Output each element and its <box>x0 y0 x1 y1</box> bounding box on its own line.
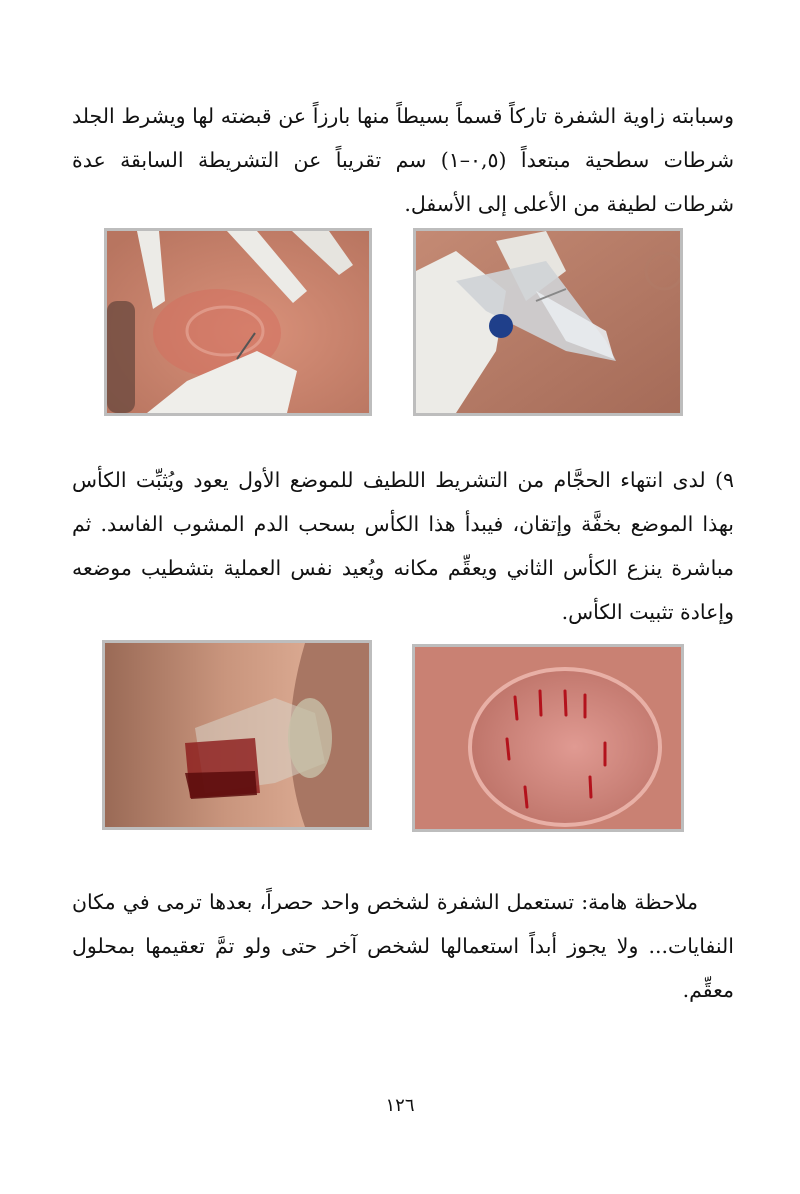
photo-scarifying-skin <box>104 228 372 416</box>
photo-opening-blade-package <box>413 228 683 416</box>
paragraph-important-note: ملاحظة هامة: تستعمل الشفرة لشخص واحد حصراً، بعدها ترمى في مكان النفايات... ولا يجوز أبداً استعمالها لشخص آخر حتى ولو تمَّ تعقيمها بمحلول معقِّم. <box>72 890 734 1002</box>
paragraph-step-9: ٩) لدى انتهاء الحجَّام من التشريط اللطيف للموضع الأول يعود ويُثبِّت الكأس بهذا الموضع بخفَّة وإتقان، فيبدأ هذا الكأس بسحب الدم المشوب الفاسد. ثم مباشرة ينزع الكأس الثاني ويعقِّم مكانه ويُعيد نفس العملية بتشطيب موضعه وإعادة تثبيت الكأس. <box>72 468 734 624</box>
photo-cup-with-blood <box>102 640 372 830</box>
page-number: ١٢٦ <box>385 1095 415 1116</box>
paragraph-blade-technique: وسبابته زاوية الشفرة تاركاً قسماً بسيطاً منها بارزاً عن قبضته لها ويشرط الجلد شرطات سطحية مبتعداً (٠,٥–١) سم تقريباً عن التشريطة السابقة عدة شرطات لطيفة من الأعلى إلى الأسفل. <box>72 104 735 216</box>
photo-scarified-circle <box>412 644 684 832</box>
